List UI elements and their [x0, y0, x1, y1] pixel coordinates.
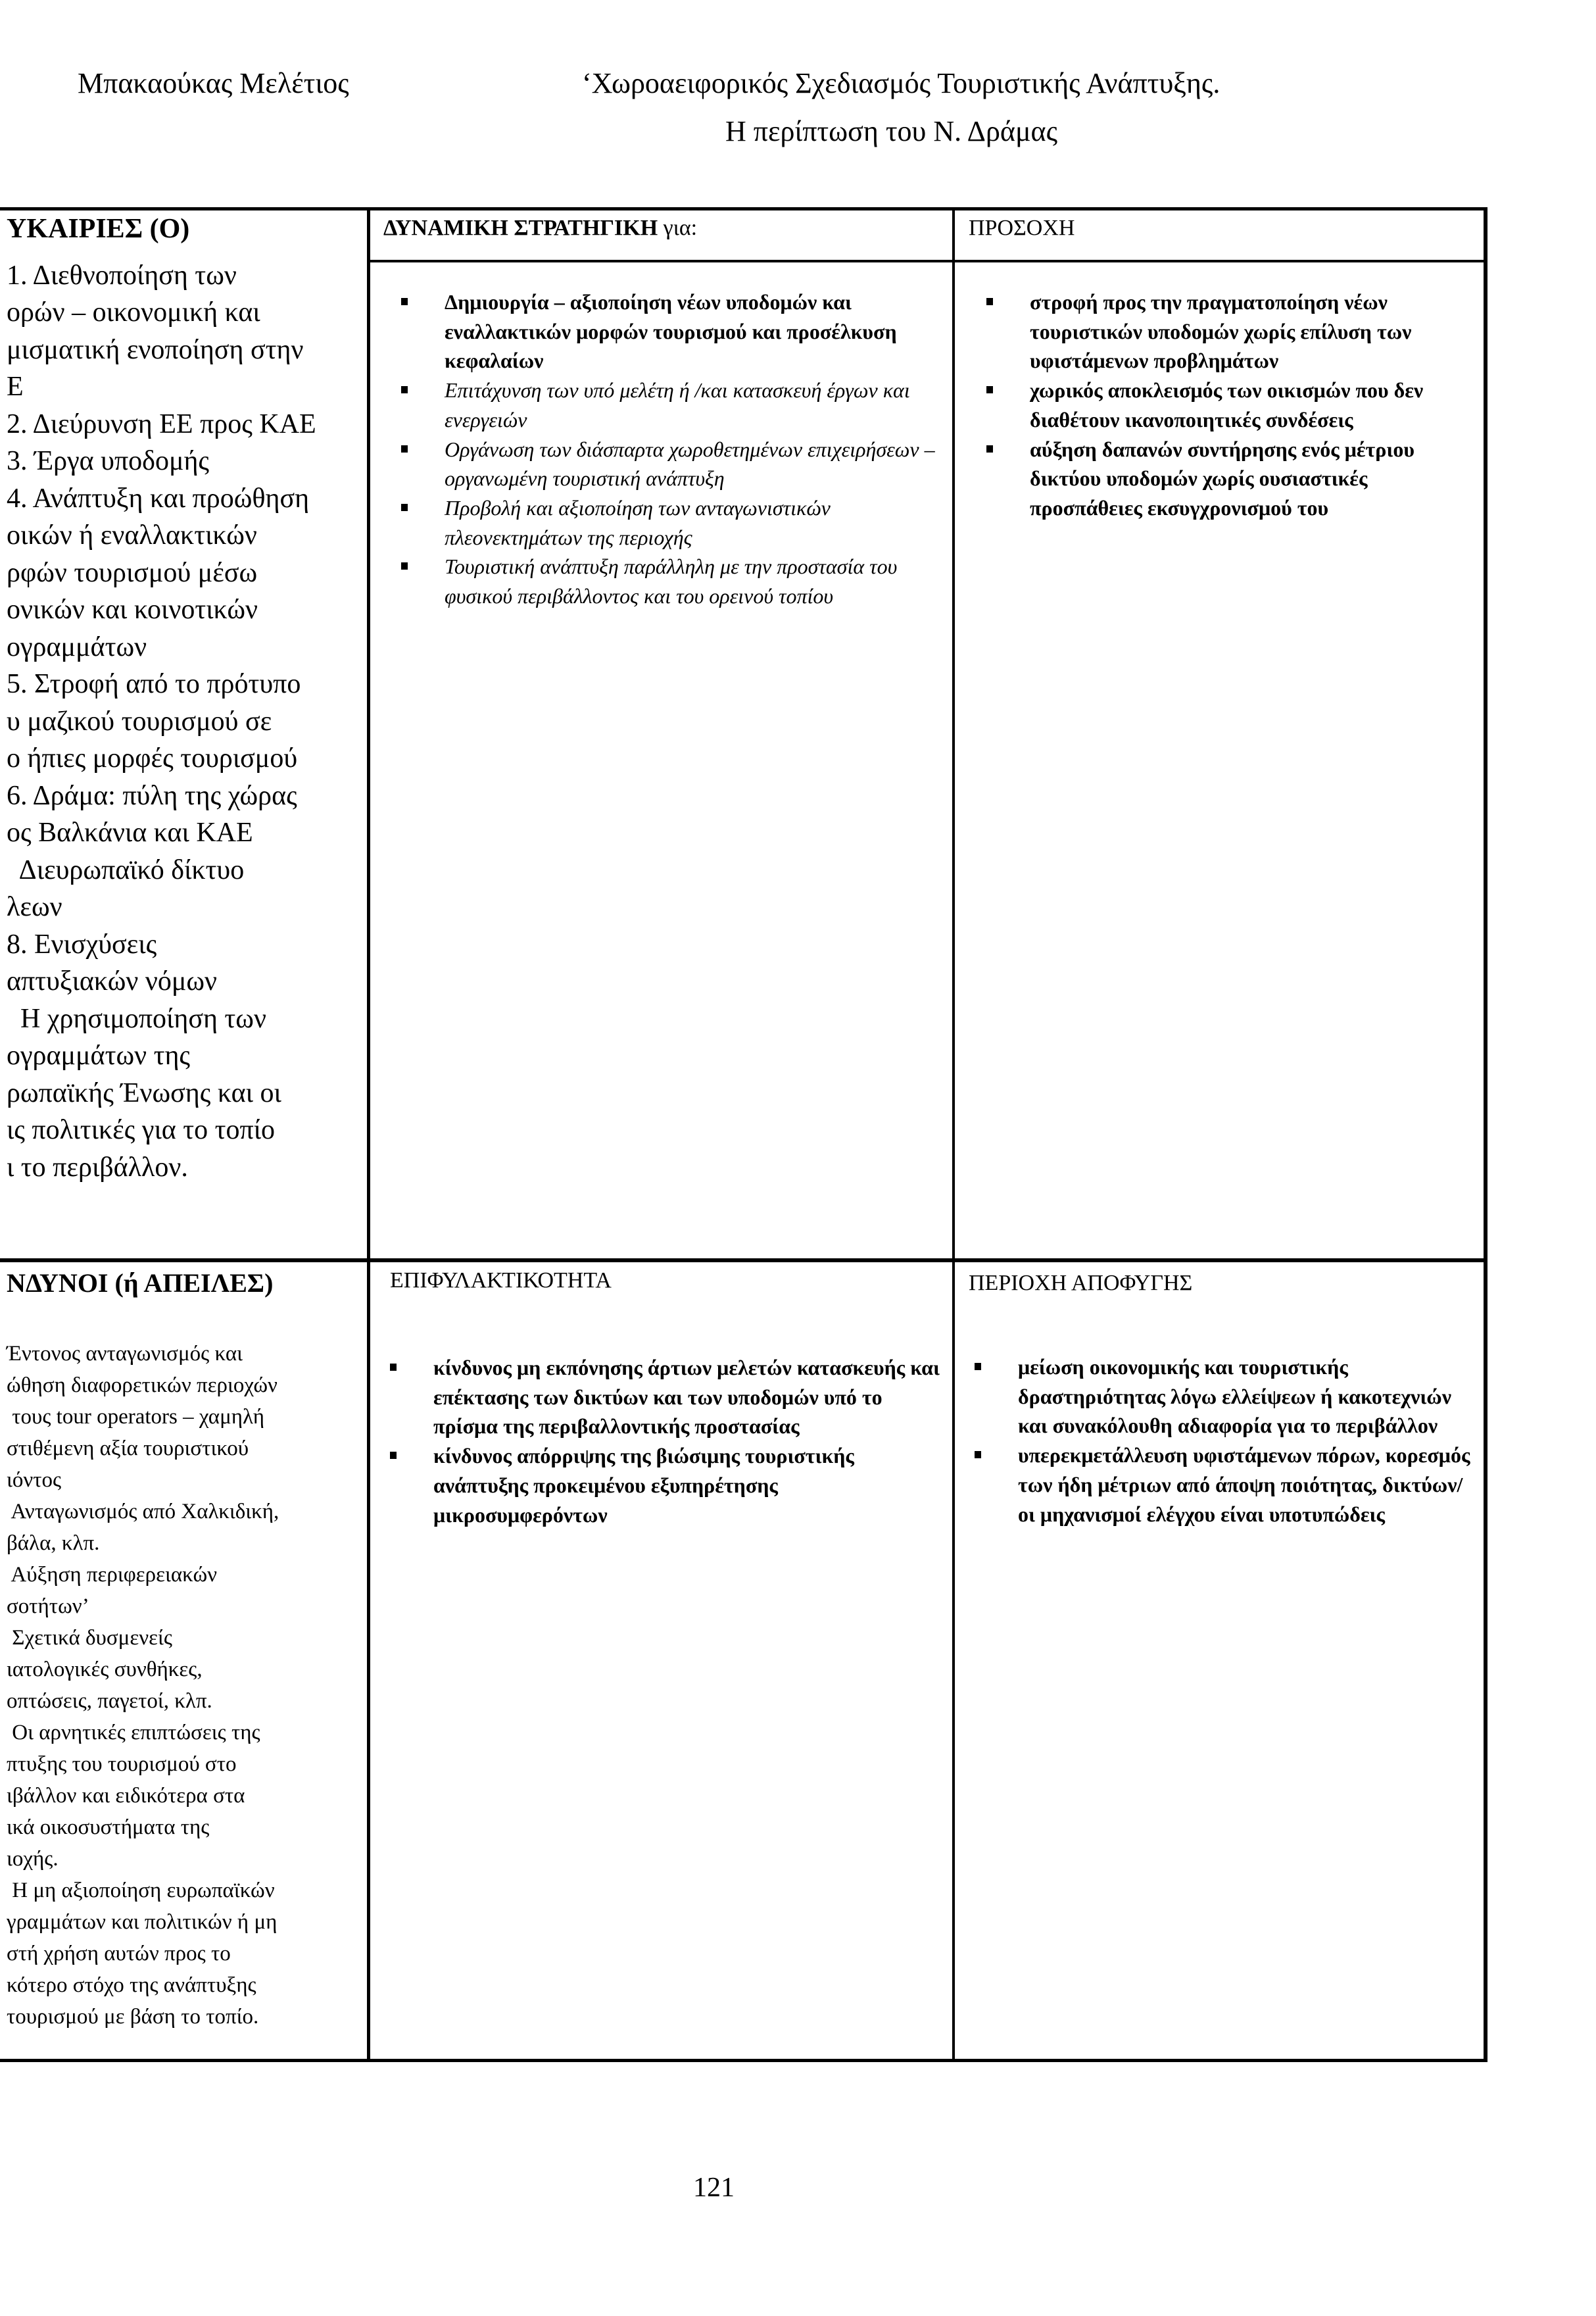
list-item: υπερεκμετάλλευση υφιστάμενων πόρων, κορεσμός των ήδη μέτριων από άποψη ποιότητας, δικτύων/ οι μηχανισμοί ελέγχου είναι υποτυπώδεις [1018, 1441, 1478, 1529]
text-line: ο ήπιες μορφές τουρισμού [7, 743, 298, 774]
text-line: Αύξηση περιφερειακών [7, 1563, 218, 1587]
caution-heading: ΠΡΟΣΟΧΗ [969, 216, 1075, 240]
dynamic-strategy-list [445, 287, 951, 611]
table-right-border [1484, 207, 1487, 2062]
avoidance-heading: ΠΕΡΙΟΧΗ ΑΠΟΦΥΓΗΣ [969, 1271, 1193, 1295]
threats-heading: ΝΔΥΝΟΙ (ή ΑΠΕΙΛΕΣ) [7, 1268, 274, 1298]
text-line: σοτήτων’ [7, 1594, 89, 1618]
list-item: αύξηση δαπανών συντήρησης ενός μέτριου δικτύου υποδομών χωρίς ουσιαστικές προσπάθειες εκσυγχρονισμού του [1030, 435, 1484, 523]
list-item: κίνδυνος απόρριψης της βιώσιμης τουριστικής ανάπτυξης προκειμένου εξυπηρέτησης μικροσυμφερόντων [433, 1441, 940, 1529]
text-line: οικών ή εναλλακτικών [7, 520, 257, 551]
text-line: 3. Έργα υποδομής [7, 446, 210, 476]
text-line: ος Βαλκάνια και ΚΑΕ [7, 818, 253, 848]
avoidance-list [1018, 1352, 1478, 1529]
text-line: Έντονος ανταγωνισμός και [7, 1342, 243, 1366]
text-line: 5. Στροφή από το πρότυπο [7, 669, 301, 699]
page-number: 121 [693, 2173, 735, 2203]
header-title: ‘Χωροαειφορικός Σχεδιασμός Τουριστικής Ανάπτυξης. [582, 67, 1221, 99]
text-line: τους tour operators – χαμηλή [7, 1405, 264, 1429]
avoidance-cell [969, 1266, 1482, 1529]
text-line: ιβάλλον και ειδικότερα στα [7, 1784, 245, 1808]
text-line: ογραμμάτων [7, 631, 147, 662]
text-line: Ανταγωνισμός από Χαλκιδική, [7, 1500, 279, 1523]
header-subtitle: Η περίπτωση του Ν. Δράμας [725, 115, 1058, 147]
text-line: 4. Ανάπτυξη και προώθηση [7, 483, 310, 514]
text-line: γραμμάτων και πολιτικών ή μη [7, 1910, 278, 1934]
text-line: υ μαζικού τουρισμού σε [7, 706, 272, 737]
list-item: κίνδυνος μη εκπόνησης άρτιων μελετών κατασκευής και επέκτασης των δικτύων και των υποδομών υπό το πρίσμα της περιβαλλοντικής προστασίας [433, 1353, 940, 1441]
text-line: ικά οικοσυστήματα της [7, 1815, 210, 1839]
vigilance-list [433, 1353, 940, 1529]
text-line: Διευρωπαϊκό δίκτυο [7, 854, 245, 885]
text-line: κότερο στόχο της ανάπτυξης [7, 1973, 256, 1997]
text-line: Οι αρνητικές επιπτώσεις της [7, 1721, 260, 1744]
text-line: ογραμμάτων της [7, 1041, 191, 1071]
text-line: 2. Διεύρυνση ΕΕ προς ΚΑΕ [7, 408, 316, 439]
text-line: Ε [7, 372, 24, 402]
text-line: 8. Ενισχύσεις [7, 929, 157, 960]
text-line: 6. Δράμα: πύλη της χώρας [7, 780, 297, 811]
text-line: ιοχής. [7, 1847, 59, 1871]
table-bottom-border [0, 2059, 1487, 2062]
list-item: στροφή προς την πραγματοποίηση νέων τουριστικών υποδομών χωρίς επίλυση των υφιστάμενων προβλημάτων [1030, 287, 1484, 376]
text-line: Η χρησιμοποίηση των [7, 1003, 266, 1034]
text-line: ι το περιβάλλον. [7, 1152, 188, 1183]
text-line: λεων [7, 892, 62, 922]
opportunities-heading: ΥΚΑΙΡΙΕΣ (Ο) [7, 214, 190, 244]
dynamic-strategy-heading: ΔΥΝΑΜΙΚΗ ΣΤΡΑΤΗΓΙΚΗ για: [383, 216, 698, 240]
opportunities-cell [7, 210, 362, 1186]
text-line: στιθέμενη αξία τουριστικού [7, 1437, 249, 1460]
text-line: ώθηση διαφορετικών περιοχών [7, 1373, 278, 1397]
threats-cell [7, 1266, 362, 2033]
opportunities-list [7, 257, 362, 1187]
caution-cell [969, 215, 1482, 523]
text-line: Η μη αξιοποίηση ευρωπαϊκών [7, 1879, 275, 1902]
dynamic-strategy-cell [383, 215, 949, 611]
text-line: ονικών και κοινοτικών [7, 595, 258, 625]
list-item: Δημιουργία – αξιοποίηση νέων υποδομών και εναλλακτικών μορφών τουρισμού και προσέλκυση κεφαλαίων [445, 287, 951, 376]
text-line: μισματική ενοποίηση στην [7, 334, 304, 365]
text-line: τουρισμού με βάση το τοπίο. [7, 2005, 259, 2029]
list-item: χωρικός αποκλεισμός των οικισμών που δεν διαθέτουν ικανοποιητικές συνδέσεις [1030, 376, 1484, 434]
list-item: μείωση οικονομικής και τουριστικής δραστηριότητας λόγω ελλείψεων ή κακοτεχνιών και συνακόλουθη αδιαφορία για το περιβάλλον [1018, 1352, 1478, 1441]
text-line: ρωπαϊκής Ένωσης και οι [7, 1077, 281, 1108]
text-line: βάλα, κλπ. [7, 1531, 100, 1555]
text-line: απτυξιακών νόμων [7, 966, 217, 997]
text-line: πτυξης του τουρισμού στο [7, 1752, 237, 1776]
caution-list [1030, 287, 1484, 523]
threats-list [7, 1338, 362, 2033]
text-line: 1. Διεθνοποίηση των [7, 260, 237, 291]
text-line: Σχετικά δυσμενείς [7, 1626, 172, 1650]
text-line: ρφών τουρισμού μέσω [7, 557, 258, 588]
column-divider-1 [367, 207, 370, 2062]
list-item: Τουριστική ανάπτυξη παράλληλη με την προστασία του φυσικού περιβάλλοντος και του ορεινού τοπίου [445, 552, 951, 610]
vigilance-cell [390, 1266, 949, 1529]
text-line: οπτώσεις, παγετοί, κλπ. [7, 1689, 212, 1713]
text-line: ιατολογικές συνθήκες, [7, 1658, 203, 1681]
text-line: ις πολιτικές για το τοπίο [7, 1115, 276, 1145]
table-middle-border [0, 1258, 1487, 1262]
text-line: στή χρήση αυτών προς το [7, 1942, 231, 1965]
header-author: Μπακαούκας Μελέτιος [78, 67, 349, 99]
text-line: ορών – οικονομική και [7, 297, 260, 328]
vigilance-heading: ΕΠΙΦΥΛΑΚΤΙΚΟΤΗΤΑ [390, 1268, 612, 1293]
column-divider-2 [952, 207, 955, 2062]
list-item: Επιτάχυνση των υπό μελέτη ή /και κατασκευή έργων και ενεργειών [445, 376, 951, 434]
list-item: Προβολή και αξιοποίηση των ανταγωνιστικών πλεονεκτημάτων της περιοχής [445, 493, 951, 552]
list-item: Οργάνωση των διάσπαρτα χωροθετημένων επιχειρήσεων – οργανωμένη τουριστική ανάπτυξη [445, 435, 951, 493]
text-line: ιόντος [7, 1468, 62, 1492]
